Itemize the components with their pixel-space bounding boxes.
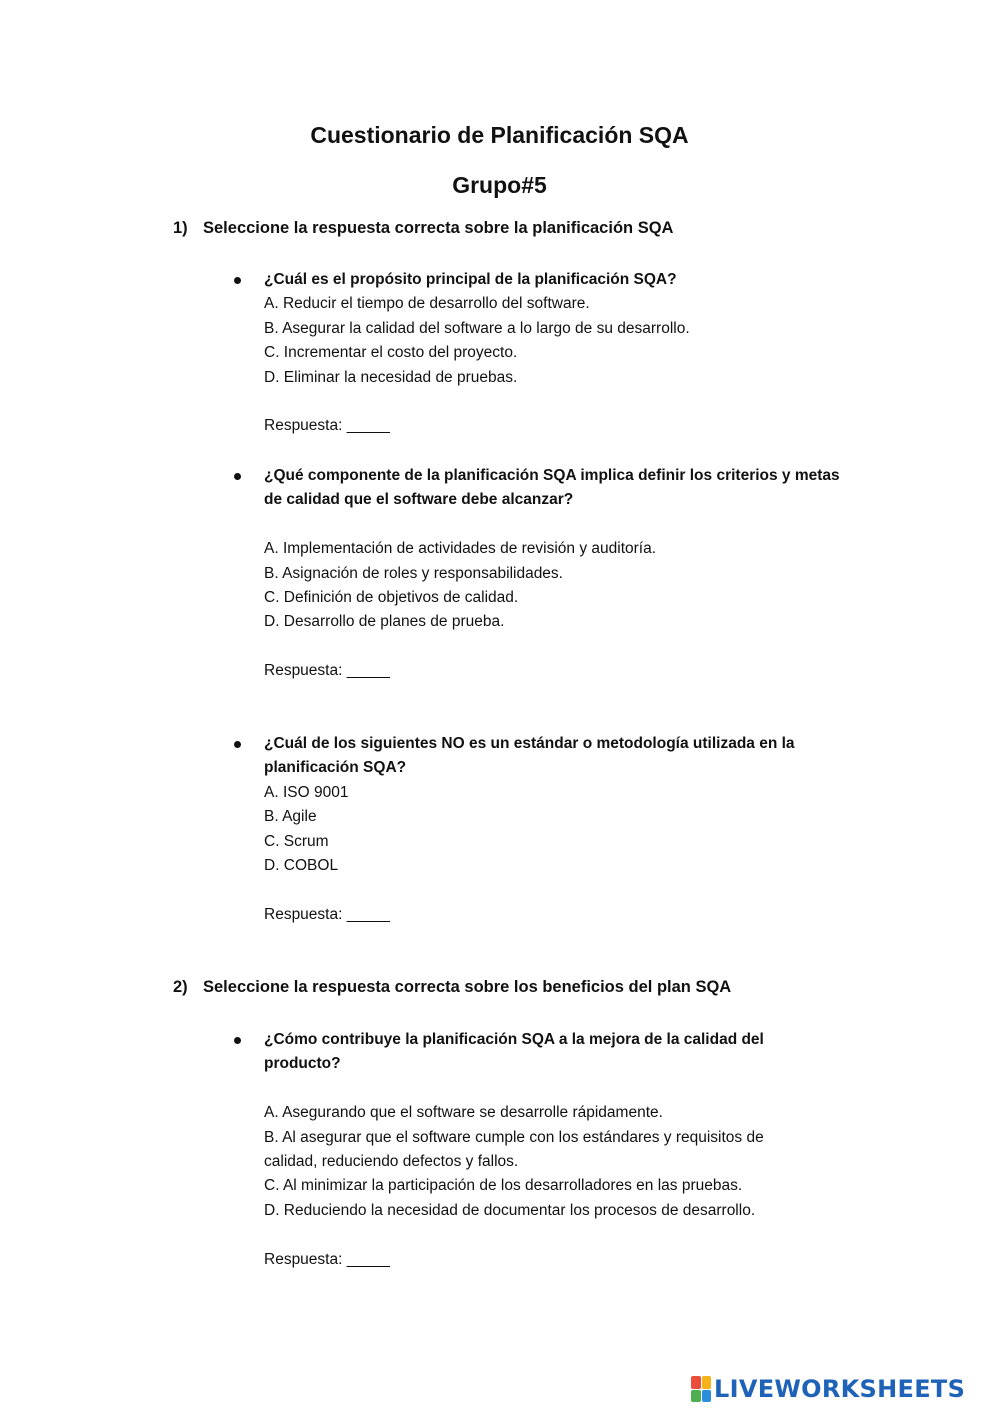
section-number: 2): [173, 978, 188, 996]
option-a: A. ISO 9001: [264, 783, 349, 801]
option-c: C. Definición de objetivos de calidad.: [264, 589, 519, 607]
section-heading-text: Seleccione la respuesta correcta sobre los beneficios del plan SQA: [203, 978, 732, 996]
question-text-cont: planificación SQA?: [264, 759, 407, 777]
option-d: D. Eliminar la necesidad de pruebas.: [264, 368, 518, 386]
answer-field[interactable]: Respuesta: _____: [264, 1250, 390, 1268]
option-a: A. Reducir el tiempo de desarrollo del software.: [264, 295, 590, 313]
option-c: C. Al minimizar la participación de los desarrolladores en las pruebas.: [264, 1177, 743, 1195]
answer-field[interactable]: Respuesta: _____: [264, 417, 390, 435]
section-number: 1): [173, 219, 188, 237]
option-d: D. Reduciendo la necesidad de documentar los procesos de desarrollo.: [264, 1201, 756, 1219]
option-b: B. Asegurar la calidad del software a lo largo de su desarrollo.: [264, 319, 690, 337]
logo-text: LIVEWORKSHEETS: [714, 1375, 966, 1403]
option-a: A. Implementación de actividades de revisión y auditoría.: [264, 540, 657, 558]
section-heading-text: Seleccione la respuesta correcta sobre la planificación SQA: [203, 219, 674, 237]
liveworksheets-logo: [691, 1374, 965, 1404]
question-text-cont: producto?: [264, 1055, 341, 1073]
page-subtitle: Grupo#5: [452, 172, 547, 198]
answer-field[interactable]: Respuesta: _____: [264, 662, 390, 680]
option-a: A. Asegurando que el software se desarrolle rápidamente.: [264, 1104, 663, 1122]
question-text-cont: de calidad que el software debe alcanzar?: [264, 491, 574, 509]
bullet-icon: [234, 277, 241, 284]
option-d: D. COBOL: [264, 857, 339, 875]
question-text: ¿Qué componente de la planificación SQA implica definir los criterios y metas: [264, 467, 840, 484]
answer-field[interactable]: Respuesta: _____: [264, 905, 390, 923]
option-b: B. Asignación de roles y responsabilidades.: [264, 564, 563, 582]
question-block: [264, 268, 874, 439]
bullet-icon: [234, 473, 241, 480]
option-b: B. Al asegurar que el software cumple con los estándares y requisitos de: [264, 1128, 764, 1146]
bullet-icon: [234, 1037, 241, 1044]
question-text: ¿Cómo contribuye la planificación SQA a la mejora de la calidad del: [264, 1031, 764, 1048]
option-b: B. Agile: [264, 808, 317, 826]
option-d: D. Desarrollo de planes de prueba.: [264, 613, 505, 631]
logo-icon: [691, 1376, 711, 1402]
option-c: C. Scrum: [264, 832, 329, 850]
question-block: [264, 732, 874, 927]
question-block: [264, 1028, 874, 1272]
question-block: [264, 464, 874, 684]
question-text: ¿Cuál es el propósito principal de la planificación SQA?: [264, 271, 677, 288]
section-heading: [173, 978, 731, 997]
page-title: Cuestionario de Planificación SQA: [310, 122, 689, 148]
question-text: ¿Cuál de los siguientes NO es un estándar o metodología utilizada en la: [264, 735, 795, 752]
option-c: C. Incrementar el costo del proyecto.: [264, 344, 518, 362]
bullet-icon: [234, 741, 241, 748]
section-heading: [173, 219, 673, 238]
option-b-cont: calidad, reduciendo defectos y fallos.: [264, 1153, 519, 1171]
